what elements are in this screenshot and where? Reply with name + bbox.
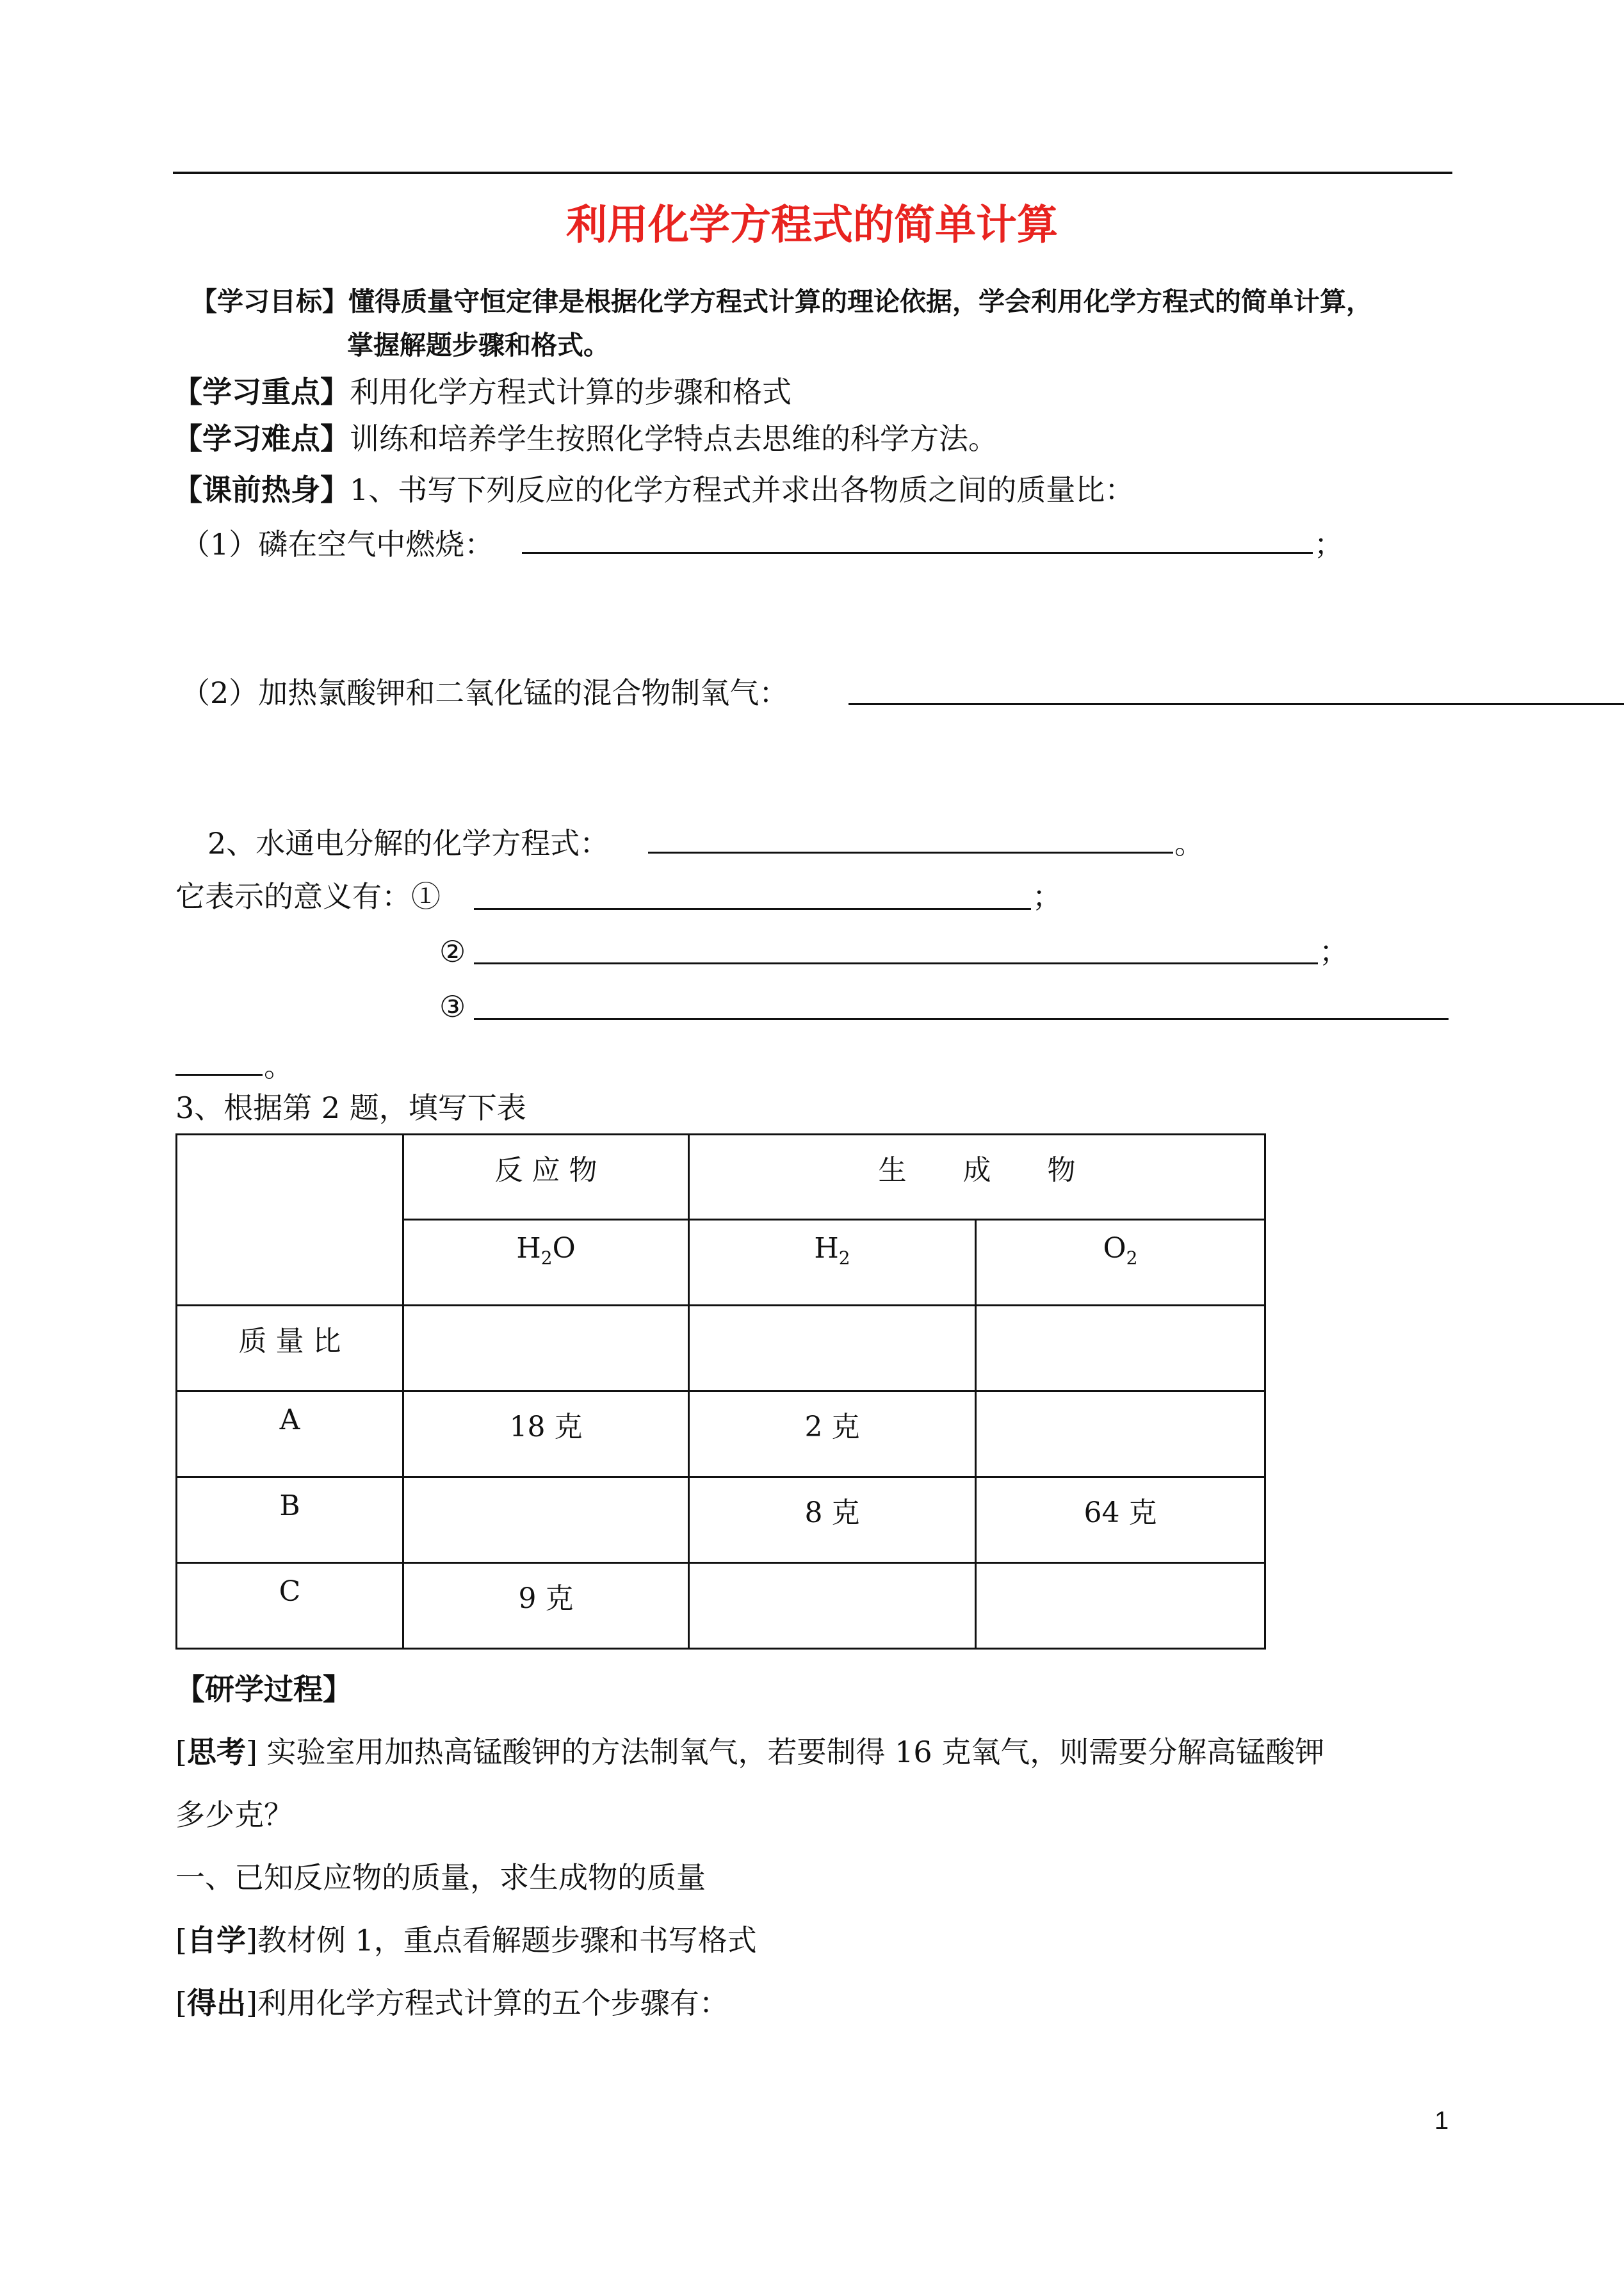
meaning-3-end: 。: [264, 1049, 293, 1083]
conclusion-text: 利用化学方程式计算的五个步骤有：: [257, 1986, 729, 2020]
cell-o2[interactable]: [976, 1306, 1265, 1391]
answer-line-q1-1[interactable]: [522, 552, 1313, 554]
product-header: 生 成 物: [689, 1135, 1265, 1220]
meaning-2-end: ；: [1319, 934, 1349, 969]
warmup-q2-end: 。: [1174, 826, 1204, 861]
self-study-line: [自学]教材例 1，重点看解题步骤和书写格式: [175, 1923, 757, 1958]
row-label: A: [177, 1391, 403, 1477]
difficulty-label: 【学习难点】: [173, 421, 350, 456]
cell-h2o[interactable]: [403, 1477, 689, 1563]
warmup-q1-1-end: ；: [1314, 527, 1344, 562]
think-label: 思考: [186, 1735, 246, 1769]
cell-o2: 64 克: [976, 1477, 1265, 1563]
warmup-q1-2: （2）加热氯酸钾和二氧化锰的混合物制氧气：: [181, 676, 789, 710]
section-1-heading: 一、已知反应物的质量，求生成物的质量: [175, 1860, 706, 1895]
objective-text: 懂得质量守恒定律是根据化学方程式计算的理论依据，学会利用化学方程式的简单计算，: [348, 286, 1372, 317]
key-point-label: 【学习重点】: [173, 375, 350, 409]
meaning-2-marker: ②: [439, 934, 466, 969]
think-line: [思考] 实验室用加热高锰酸钾的方法制氧气，若要制得 16 克氧气，则需要分解高锰酸钾: [175, 1735, 1325, 1769]
conclusion-line: [得出]利用化学方程式计算的五个步骤有：: [175, 1986, 729, 2020]
cell-h2[interactable]: [689, 1563, 976, 1649]
warmup-q1-1: （1）磷在空气中燃烧：: [181, 527, 494, 562]
cell-o2[interactable]: [976, 1391, 1265, 1477]
cell-h2o: 9 克: [403, 1563, 689, 1649]
table-row: [177, 1306, 1265, 1391]
key-point-text: 利用化学方程式计算的步骤和格式: [350, 375, 792, 409]
cell-h2o: 18 克: [403, 1391, 689, 1477]
warmup-q1: [173, 471, 1134, 509]
answer-line-meaning-1[interactable]: [474, 908, 1031, 910]
answer-line-meaning-2[interactable]: [474, 962, 1318, 964]
meaning-1-marker: ①: [411, 879, 441, 914]
header-rule: [173, 172, 1452, 174]
self-study-label: 自学: [186, 1923, 246, 1958]
h2o-header: $H_2O$: [403, 1220, 689, 1306]
row-label: B: [177, 1477, 403, 1563]
table-corner-cell: [177, 1135, 403, 1306]
page-number: 1: [1434, 2107, 1449, 2135]
row-label: C: [177, 1563, 403, 1649]
warmup-label: 【课前热身】: [173, 473, 350, 507]
cell-h2[interactable]: [689, 1306, 976, 1391]
row-label: 质 量 比: [177, 1306, 403, 1391]
table-row: [177, 1477, 1265, 1563]
warmup-q2: 2、水通电分解的化学方程式：: [207, 826, 610, 861]
warmup-q1-text: 1、书写下列反应的化学方程式并求出各物质之间的质量比：: [350, 473, 1135, 507]
self-study-text: 教材例 1，重点看解题步骤和书写格式: [257, 1923, 757, 1958]
meaning-intro: [175, 877, 441, 916]
cell-h2o[interactable]: [403, 1306, 689, 1391]
difficulty: [173, 419, 998, 458]
difficulty-text: 训练和培养学生按照化学特点去思维的科学方法。: [350, 421, 998, 456]
think-text: 实验室用加热高锰酸钾的方法制氧气，若要制得 16 克氧气，则需要分解高锰酸钾: [266, 1735, 1325, 1769]
table-row: [177, 1391, 1265, 1477]
think-text-cont: 多少克？: [175, 1797, 293, 1832]
o2-header: $O_2$: [976, 1220, 1265, 1306]
meaning-1-end: ；: [1032, 879, 1062, 914]
objective-label: 【学习目标】: [191, 286, 348, 317]
page-title: 利用化学方程式的简单计算: [566, 202, 1058, 249]
objective-line1: [191, 284, 1372, 319]
reactant-header: 反 应 物: [403, 1135, 689, 1220]
cell-o2[interactable]: [976, 1563, 1265, 1649]
answer-line-meaning-3[interactable]: [474, 1018, 1449, 1020]
meaning-intro-text: 它表示的意义有：: [175, 879, 411, 914]
meaning-3-marker: ③: [439, 989, 466, 1024]
cell-h2: 2 克: [689, 1391, 976, 1477]
key-point: [173, 373, 792, 411]
table-row: [177, 1563, 1265, 1649]
answer-line-meaning-3-cont[interactable]: [175, 1074, 263, 1076]
h2-header: $H_2$: [689, 1220, 976, 1306]
answer-line-q1-2[interactable]: [849, 703, 1624, 705]
mass-ratio-table: [175, 1133, 1266, 1650]
cell-h2: 8 克: [689, 1477, 976, 1563]
objective-line2: 掌握解题步骤和格式。: [347, 330, 610, 361]
warmup-q3: 3、根据第 2 题，填写下表: [175, 1091, 526, 1125]
conclusion-label: 得出: [186, 1986, 246, 2020]
answer-line-q2[interactable]: [648, 852, 1173, 854]
research-label: 【研学过程】: [175, 1672, 352, 1707]
